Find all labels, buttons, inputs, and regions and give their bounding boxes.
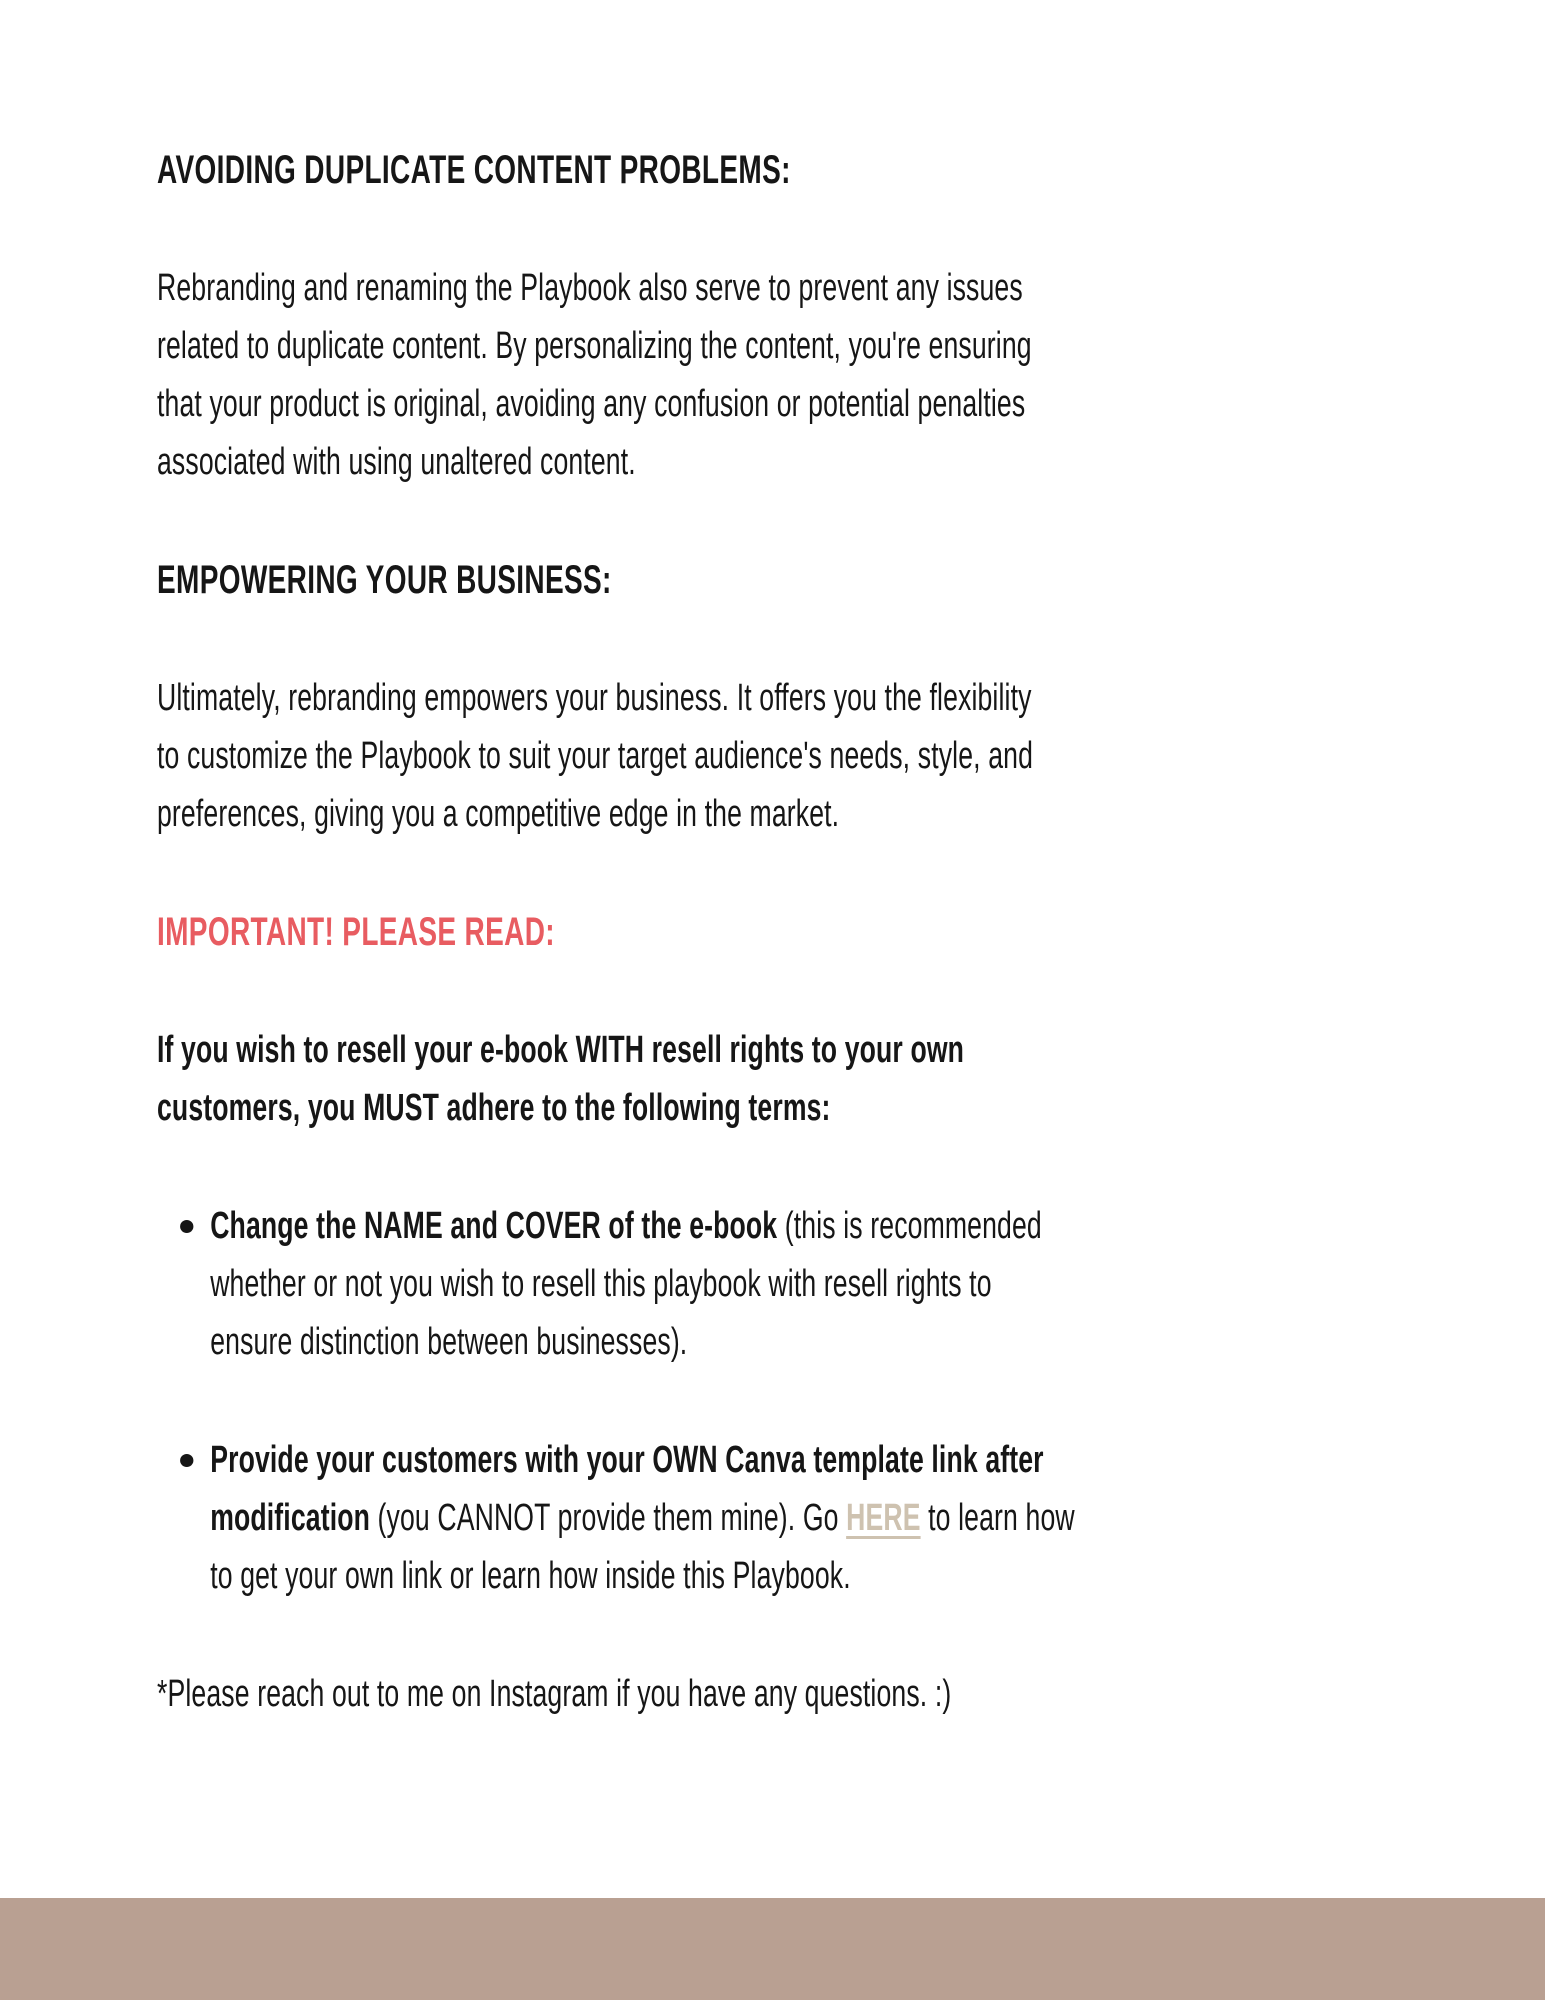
term-own-canva-template-link bbox=[157, 1431, 1221, 1605]
text-line: related to duplicate content. By personalizing the content, you're ensuring bbox=[157, 325, 1032, 367]
text-line: whether or not you wish to resell this playbook with resell rights to bbox=[210, 1263, 992, 1305]
text-line: If you wish to resell your e-book WITH resell rights to your own bbox=[157, 1029, 965, 1071]
text-segment: Change the NAME and COVER of the e-book bbox=[210, 1205, 778, 1247]
paragraph-resell-terms-intro bbox=[157, 1021, 1221, 1137]
term-change-name-and-cover bbox=[157, 1197, 1221, 1371]
paragraph-empowering-business bbox=[157, 669, 1221, 843]
text-line: customers, you MUST adhere to the following terms: bbox=[157, 1087, 831, 1129]
here-link[interactable]: HERE bbox=[846, 1497, 921, 1539]
text-segment: (you CANNOT provide them mine). Go bbox=[370, 1497, 847, 1539]
heading-important-please-read: IMPORTANT! PLEASE READ: bbox=[157, 910, 555, 954]
text-segment: Provide your customers with your OWN Canva template link after bbox=[210, 1439, 1044, 1481]
text-line bbox=[210, 1197, 1221, 1255]
text-line bbox=[210, 1489, 1221, 1547]
footer-bar bbox=[0, 1898, 1545, 2000]
text-segment: (this is recommended bbox=[777, 1205, 1042, 1247]
text-line: to get your own link or learn how inside this Playbook. bbox=[210, 1555, 851, 1597]
text-line: that your product is original, avoiding any confusion or potential penalties bbox=[157, 383, 1026, 425]
text-line: Ultimately, rebranding empowers your business. It offers you the flexibility bbox=[157, 677, 1032, 719]
heading-avoiding-duplicate-content: AVOIDING DUPLICATE CONTENT PROBLEMS: bbox=[157, 148, 791, 192]
instagram-note: *Please reach out to me on Instagram if you have any questions. :) bbox=[157, 1673, 952, 1715]
text-segment: to learn how bbox=[920, 1497, 1075, 1539]
heading-empowering-your-business: EMPOWERING YOUR BUSINESS: bbox=[157, 558, 612, 602]
text-line: to customize the Playbook to suit your target audience's needs, style, and bbox=[157, 735, 1034, 777]
text-line: ensure distinction between businesses). bbox=[210, 1321, 688, 1363]
text-line bbox=[210, 1431, 1221, 1489]
text-line: preferences, giving you a competitive edge in the market. bbox=[157, 793, 840, 835]
text-segment: modification bbox=[210, 1497, 371, 1539]
page-content bbox=[157, 141, 1221, 1723]
paragraph-duplicate-content bbox=[157, 259, 1221, 491]
terms-list bbox=[157, 1197, 1221, 1605]
text-line: Rebranding and renaming the Playbook also serve to prevent any issues bbox=[157, 267, 1023, 309]
text-line: associated with using unaltered content. bbox=[157, 441, 636, 483]
